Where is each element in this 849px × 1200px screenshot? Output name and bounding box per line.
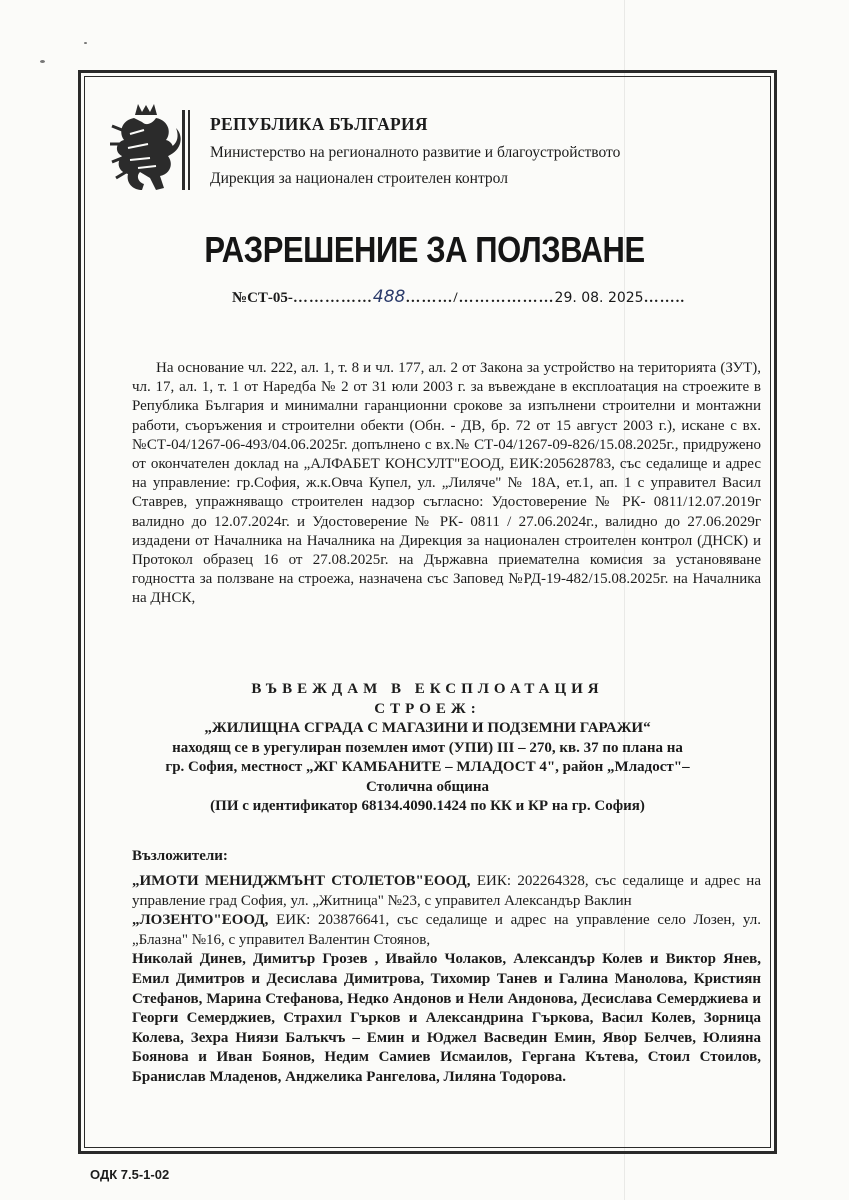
scan-speck	[84, 42, 87, 44]
number-prefix: №СТ-05-	[232, 290, 293, 306]
company-1-name: „ИМОТИ МЕНИДЖМЪНТ СТОЛЕТОВ"ЕООД,	[132, 873, 471, 889]
investors-label: Възложители:	[132, 848, 228, 864]
object-location-line: находящ се в урегулиран поземлен имот (УПИ) III – 270, кв. 37 по плана на	[172, 739, 683, 756]
coat-of-arms-lion-icon	[104, 100, 196, 196]
document-number-line: №СТ-05-……………488………/………………29. 08. 2025……..	[232, 287, 686, 307]
handwritten-number: 488	[372, 287, 406, 307]
ministry-name: Министерство на регионалното развитие и благоустройството	[210, 144, 621, 161]
object-location-line: гр. София, местност „ЖГ КАМБАНИТЕ – МЛАДОСТ 4", район „Младост"–	[165, 759, 690, 775]
investors-list	[132, 872, 761, 1088]
stamped-date: 29. 08. 2025	[554, 290, 644, 306]
object-municipality: Столична община	[366, 778, 489, 795]
investor-company-2	[132, 911, 761, 950]
investor-company-1	[132, 872, 761, 911]
issuing-authority-header	[210, 114, 620, 196]
document-title: РАЗРЕШЕНИЕ ЗА ПОЛЗВАНЕ	[204, 229, 645, 270]
directorate-name: Дирекция за национален строителен контрол	[210, 170, 508, 187]
commissioning-statement	[88, 680, 767, 817]
object-name: „ЖИЛИЩНА СГРАДА С МАГАЗИНИ И ПОДЗЕМНИ ГАРАЖИ“	[204, 720, 651, 736]
country-name: РЕПУБЛИКА БЪЛГАРИЯ	[210, 114, 428, 134]
company-1-details: ЕИК: 202264328, със седалище и адрес на управление град София, ул. „Житница" №23, с управител Александър Ваклин	[132, 873, 761, 909]
cadastral-identifier: (ПИ с идентификатор 68134.4090.1424 по КК и КР на гр. София)	[210, 798, 645, 814]
commission-heading: ВЪВЕЖДАМ В ЕКСПЛОАТАЦИЯ	[251, 681, 604, 697]
investor-persons: Николай Динев, Димитър Грозев , Ивайло Чолаков, Александър Колев и Виктор Янев, Емил Димитров и Десислава Димитрова, Тихомир Танев и Галина Манолова, Кристиян Стефанов, Марина Стефанова, Недко Андонов и Нели Андонова, Десислава Семерджиева и Георги Семерджиев, Страхил Гърков и Александрина Гъркова, Васил Колев, Зорница Колева, Зехра Ниязи Балъкчъ – Емин и Юджел Васведин Емин, Явор Белчев, Юлияна Боянова и Иван Боянов, Недим Самиев Исмаилов, Гергана Кътева, Стоил Стоилов, Бранислав Младенов, Анджелика Рангелова, Лиляна Тодорова.	[132, 951, 761, 1085]
form-code: ОДК 7.5-1-02	[90, 1167, 170, 1182]
company-2-details: ЕИК: 203876641, със седалище и адрес на управление село Лозен, ул. „Блазна" №16, с управител Валентин Стоянов,	[132, 912, 761, 948]
legal-basis-paragraph: На основание чл. 222, ал. 1, т. 8 и чл. 177, ал. 2 от Закона за устройство на територията (ЗУТ), чл. 17, ал. 1, т. 1 от Наредба № 2 от 31 юли 2003 г. за въвеждане в експлоатация на строежите в Република България и минимални гаранционни срокове за изпълнени строителни и монтажни работи, съоръжения и строителни обекти (Обн. - ДВ, бр. 72 от 15 август 2003 г.), искане с вх.№СТ-04/1267-06-493/04.06.2025г. допълнено с вх.№ СТ-04/1267-09-826/15.08.2025г., придружено от окончателен доклад на „АЛФАБЕТ КОНСУЛТ"ЕООД, ЕИК:205628783, със седалище и адрес на управление: гр.София, ж.к.Овча Купел, ул. „Лиляче" № 18А, ет.1, ап. 1 с управител Васил Ставрев, упражняващо строителен надзор съгласно: Удостоверение № РК- 0811/12.07.2019г валидно до 12.07.2024г. и Удостоверение № РК- 0811 / 27.06.2024г., валидно до 27.06.2029г издадени от Началника на Началника на Дирекция за национален строителен контрол (ДНСК) и Протокол образец 16 от 27.08.2025г. на Държавна приемателна комисия за установяване годността за ползване на строежа, назначена със Заповед №РД-19-482/15.08.2025г. на Началника на ДНСК,	[132, 360, 761, 607]
company-2-name: „ЛОЗЕНТО"ЕООД,	[132, 912, 269, 929]
object-heading: СТРОЕЖ:	[374, 700, 481, 717]
scan-speck	[40, 60, 45, 63]
